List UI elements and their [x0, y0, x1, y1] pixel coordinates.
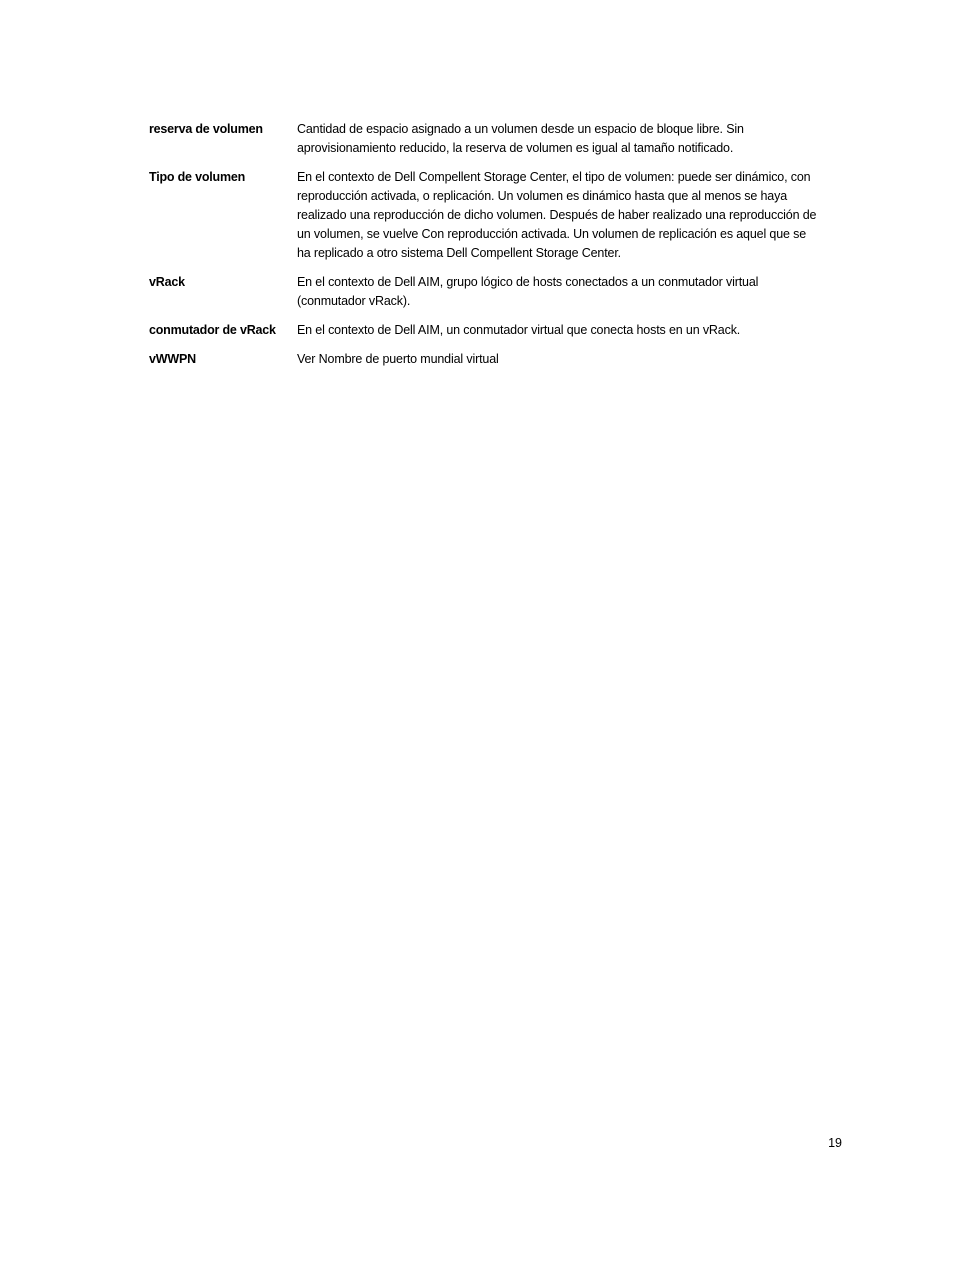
page-number: 19: [828, 1136, 842, 1150]
glossary-definition: En el contexto de Dell AIM, grupo lógico de hosts conectados a un conmutador virtual (conmutador vRack).: [297, 275, 759, 308]
glossary-definition: Cantidad de espacio asignado a un volumen desde un espacio de bloque libre. Sin aprovisionamiento reducido, la reserva de volumen es igual al tamaño notificado.: [297, 122, 744, 155]
glossary-entry-vwwpn: [149, 350, 821, 369]
glossary-list: [149, 120, 821, 379]
glossary-definition: En el contexto de Dell Compellent Storage Center, el tipo de volumen: puede ser dinámico, con reproducción activada, o replicación. Un volumen es dinámico hasta que al menos se haya realizado una reproducción de dicho volumen. Después de haber realizado una reproducción de un volumen, se vuelve Con reproducción activada. Un volumen de replicación es aquel que se ha replicado a otro sistema Dell Compellent Storage Center.: [297, 170, 817, 260]
glossary-term: vWWPN: [149, 352, 196, 366]
glossary-entry-vrack-switch: [149, 321, 821, 340]
glossary-entry-vrack: [149, 273, 821, 311]
glossary-entry-volume-type: [149, 168, 821, 263]
glossary-term: Tipo de volumen: [149, 170, 246, 184]
glossary-term: reserva de volumen: [149, 122, 263, 136]
glossary-entry-volume-reserve: [149, 120, 821, 158]
glossary-definition: En el contexto de Dell AIM, un conmutador virtual que conecta hosts en un vRack.: [297, 323, 741, 337]
glossary-term: vRack: [149, 275, 185, 289]
glossary-definition: Ver Nombre de puerto mundial virtual: [297, 352, 499, 366]
glossary-term: conmutador de vRack: [149, 323, 276, 337]
